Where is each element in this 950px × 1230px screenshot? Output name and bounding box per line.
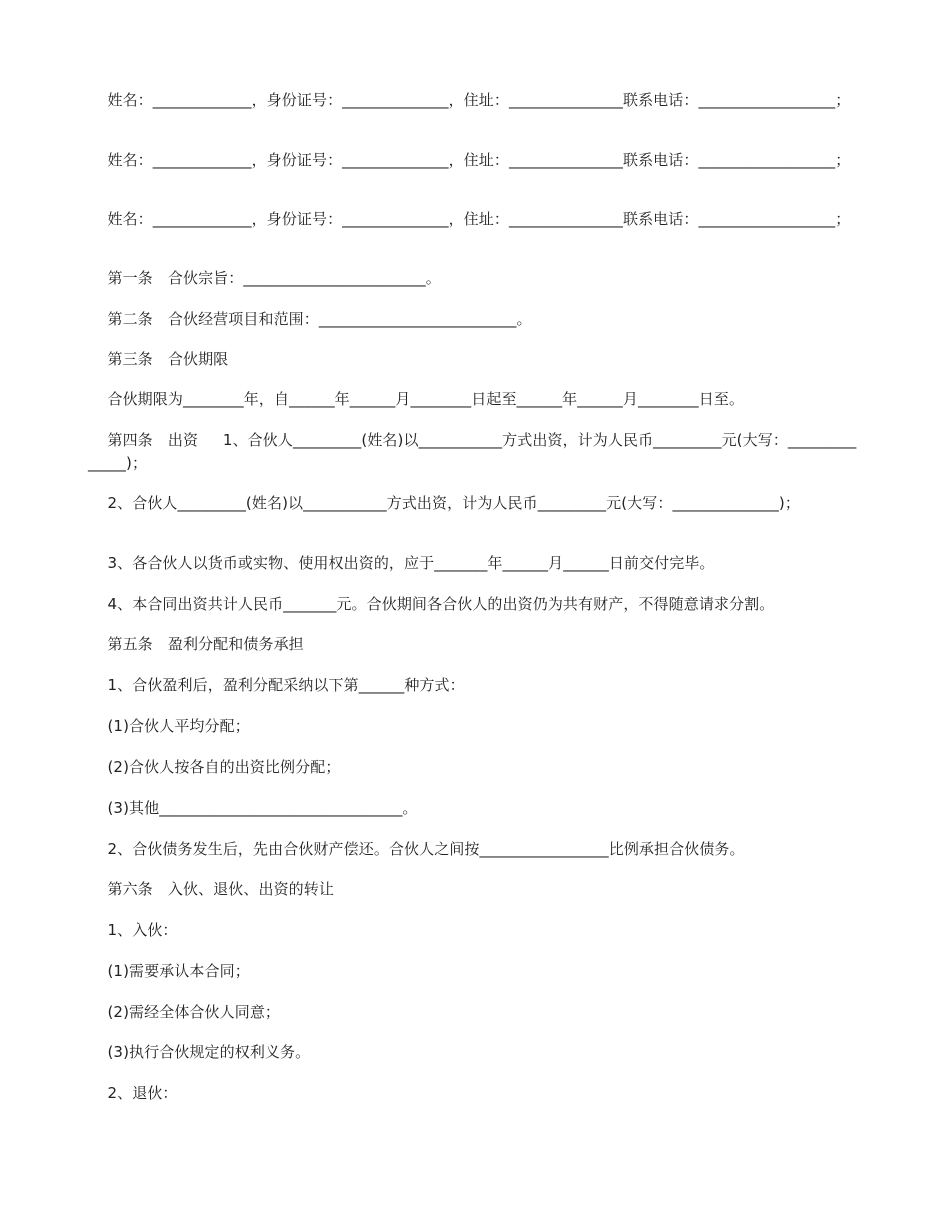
- article-6-join-3: (3)执行合伙规定的权利义务。: [88, 1043, 311, 1061]
- article-3-heading: 第三条 合伙期限: [88, 350, 229, 368]
- article-4-contribution-1: 第四条 出资 1、合伙人_________(姓名)以___________方式出资，计为人民币_________元(大写：______________)；: [88, 431, 857, 472]
- article-6-heading: 第六条 入伙、退伙、出资的转让: [88, 880, 334, 898]
- article-4-contribution-3: 3、各合伙人以货币或实物、使用权出资的，应于_______年______月______日前交付完毕。: [88, 554, 715, 572]
- article-4-contribution-4: 4、本合同出资共计人民币_______元。合伙期间各合伙人的出资仍为共有财产，不得随意请求分割。: [88, 595, 775, 613]
- article-6-join-2: (2)需经全体合伙人同意；: [88, 1003, 281, 1021]
- partner-info-line-2: 姓名：_____________，身份证号：______________，住址：_______________联系电话：__________________；: [88, 151, 851, 169]
- article-5-option-3: (3)其他________________________________。: [88, 799, 418, 817]
- article-4-contribution-2: 2、合伙人_________(姓名)以___________方式出资，计为人民币_________元(大写：______________)；: [88, 494, 800, 512]
- article-5-heading: 第五条 盈利分配和债务承担: [88, 635, 304, 653]
- partner-info-line-1: 姓名：_____________，身份证号：______________，住址：_______________联系电话：__________________；: [88, 91, 851, 109]
- article-3-term: 合伙期限为________年，自______年______月________日起至______年______月________日至。: [88, 390, 745, 408]
- article-6-join-heading: 1、入伙：: [88, 921, 178, 939]
- partner-info-line-3: 姓名：_____________，身份证号：______________，住址：_______________联系电话：__________________；: [88, 210, 851, 228]
- article-6-withdraw-heading: 2、退伙：: [88, 1084, 178, 1102]
- article-6-join-1: (1)需要承认本合同；: [88, 962, 250, 980]
- article-5-option-2: (2)合伙人按各自的出资比例分配；: [88, 758, 341, 776]
- article-5-option-1: (1)合伙人平均分配；: [88, 717, 250, 735]
- article-1-purpose: 第一条 合伙宗旨：________________________。: [88, 269, 441, 287]
- article-5-item-1: 1、合伙盈利后，盈利分配采纳以下第______种方式：: [88, 676, 465, 694]
- article-2-scope: 第二条 合伙经营项目和范围：__________________________。: [88, 310, 532, 328]
- article-5-item-2: 2、合伙债务发生后，先由合伙财产偿还。合伙人之间按_________________比例承担合伙债务。: [88, 840, 745, 858]
